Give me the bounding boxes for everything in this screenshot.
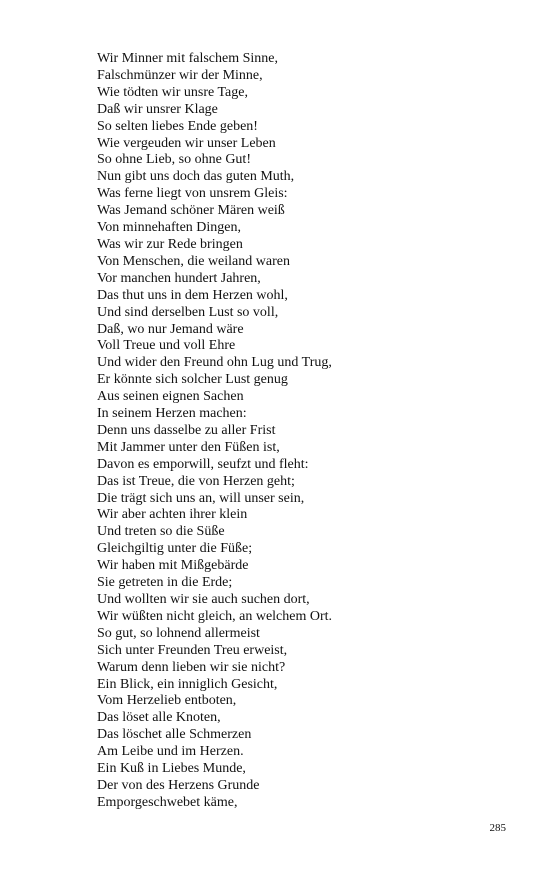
poem-line: Das löset alle Knoten, xyxy=(97,710,221,726)
poem-line: Was wir zur Rede bringen xyxy=(97,236,243,252)
poem-line: So selten liebes Ende geben! xyxy=(97,118,258,134)
page-number: 285 xyxy=(489,822,506,834)
poem-line: Mit Jammer unter den Füßen ist, xyxy=(97,439,280,455)
poem-line: Emporgeschwebet käme, xyxy=(97,794,238,810)
poem-line: Vom Herzelieb entboten, xyxy=(97,693,237,709)
poem-text xyxy=(97,51,332,812)
poem-line: In seinem Herzen machen: xyxy=(97,406,247,422)
poem-line: Der von des Herzens Grunde xyxy=(97,777,260,793)
poem-line: Ein Blick, ein inniglich Gesicht, xyxy=(97,676,278,692)
poem-line: Falschmünzer wir der Minne, xyxy=(97,67,263,83)
poem-line: Sich unter Freunden Treu erweist, xyxy=(97,642,288,658)
poem-line: Wir aber achten ihrer klein xyxy=(97,507,248,523)
poem-line: Ein Kuß in Liebes Munde, xyxy=(97,761,246,777)
poem-line: Von Menschen, die weiland waren xyxy=(97,253,290,269)
poem-line: So gut, so lohnend allermeist xyxy=(97,625,260,641)
poem-line: Und wollten wir sie auch suchen dort, xyxy=(97,592,310,607)
poem-line: Aus seinen eignen Sachen xyxy=(97,389,244,405)
poem-line: Und treten so die Süße xyxy=(97,524,225,540)
poem-line: Wir haben mit Mißgebärde xyxy=(97,558,249,574)
poem-line: Davon es emporwill, seufzt und fleht: xyxy=(97,456,309,472)
poem-line: Denn uns dasselbe zu aller Frist xyxy=(97,422,276,438)
poem-line: Gleichgiltig unter die Füße; xyxy=(97,541,253,557)
poem-line: Von minnehaften Dingen, xyxy=(97,220,241,236)
poem-line: Nun gibt uns doch das guten Muth, xyxy=(97,169,295,185)
poem-line: Wie tödten wir unsre Tage, xyxy=(97,84,248,100)
poem-line: Was Jemand schöner Mären weiß xyxy=(97,203,285,219)
poem-line: Wir wüßten nicht gleich, an welchem Ort. xyxy=(97,608,333,624)
poem-line: Sie getreten in die Erde; xyxy=(97,575,233,591)
poem-line: Vor manchen hundert Jahren, xyxy=(97,270,261,286)
poem-line: Und wider den Freund ohn Lug und Trug, xyxy=(97,355,332,371)
poem-line: Voll Treue und voll Ehre xyxy=(97,338,236,354)
poem-line: Was ferne liegt von unsrem Gleis: xyxy=(97,186,288,202)
poem-line: Die trägt sich uns an, will unser sein, xyxy=(97,490,305,506)
poem-line: Daß, wo nur Jemand wäre xyxy=(97,321,244,337)
poem-line: Er könnte sich solcher Lust genug xyxy=(97,372,288,388)
poem-line: Das thut uns in dem Herzen wohl, xyxy=(97,287,288,303)
poem-line: Und sind derselben Lust so voll, xyxy=(97,304,279,320)
poem-line: Wie vergeuden wir unser Leben xyxy=(97,135,276,151)
poem-line: Wir Minner mit falschem Sinne, xyxy=(97,51,279,66)
poem-line: So ohne Lieb, so ohne Gut! xyxy=(97,152,251,168)
poem-line: Warum denn lieben wir sie nicht? xyxy=(97,659,286,675)
poem-line: Das ist Treue, die von Herzen geht; xyxy=(97,473,295,489)
poem-line: Am Leibe und im Herzen. xyxy=(97,744,244,760)
poem-line: Daß wir unsrer Klage xyxy=(97,101,218,117)
poem-line: Das löschet alle Schmerzen xyxy=(97,727,252,743)
